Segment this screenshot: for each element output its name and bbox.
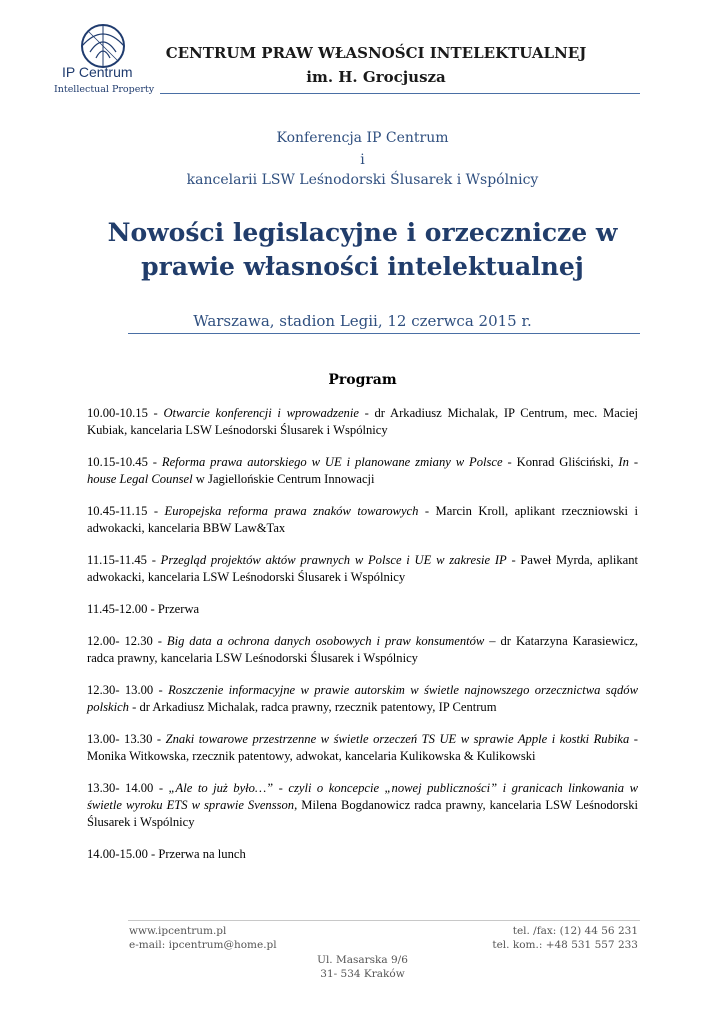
- program-list: [87, 405, 638, 878]
- entry-time: 10.45-11.15 -: [87, 504, 165, 518]
- footer-phone-fax: tel. /fax: (12) 44 56 231: [512, 925, 638, 937]
- entry-time: 12.30- 13.00 -: [87, 683, 169, 697]
- page-title-line-2: prawie własności intelektualnej: [141, 252, 584, 281]
- entry-speakers: - Monika Witkowska, rzecznik patentowy, adwokat, kancelaria Kulikowska & Kulikowski: [87, 732, 638, 763]
- entry-speakers: - Paweł Myrda, aplikant adwokacki, kancelaria LSW Leśnodorski Ślusarek i Wspólnicy: [87, 553, 639, 584]
- program-entry: [87, 552, 638, 586]
- entry-time: 10.00-10.15 -: [87, 406, 164, 420]
- program-entry: [87, 731, 638, 765]
- entry-time: 14.00-15.00 - Przerwa na lunch: [87, 847, 246, 861]
- program-entry: [87, 633, 638, 667]
- entry-affiliation: w Jagiellońskie Centrum Innowacji: [192, 472, 375, 486]
- footer-website[interactable]: www.ipcentrum.pl: [129, 925, 227, 937]
- conference-conjunction: i: [360, 152, 365, 168]
- entry-topic: Reforma prawa autorskiego w UE i planowane zmiany w Polsce: [161, 455, 503, 469]
- logo-name: IP Centrum: [62, 64, 133, 80]
- program-heading: Program: [328, 372, 397, 388]
- entry-topic: Znaki towarowe przestrzenne w świetle orzeczeń TS UE w sprawie Apple i kostki Rubika: [165, 732, 630, 746]
- footer-city: 31- 534 Kraków: [320, 968, 405, 980]
- conference-organizer-2: kancelarii LSW Leśnodorski Ślusarek i Wspólnicy: [186, 172, 539, 188]
- footer-street: Ul. Masarska 9/6: [317, 954, 408, 966]
- entry-topic: Roszczenie informacyjne w prawie autorskim w świetle najnowszego orzecznictwa sądów polskich: [87, 683, 638, 714]
- entry-topic: Europejska reforma prawa znaków towarowych: [164, 504, 419, 518]
- title-divider: [128, 333, 640, 334]
- program-entry: [87, 780, 638, 831]
- place-date: Warszawa, stadion Legii, 12 czerwca 2015 r.: [193, 312, 532, 330]
- entry-topic: Przegląd projektów aktów prawnych w Polsce i UE w zakresie IP: [160, 553, 507, 567]
- entry-speakers: - dr Arkadiusz Michalak, IP Centrum, mec. Maciej Kubiak, kancelaria LSW Leśnodorski Ślusarek i Wspólnicy: [87, 406, 638, 437]
- program-entry: [87, 405, 638, 439]
- entry-speakers: - Konrad Gliściński,: [502, 455, 619, 469]
- entry-topic: Big data a ochrona danych osobowych i praw konsumentów: [166, 634, 485, 648]
- entry-speakers: – dr Katarzyna Karasiewicz, radca prawny, kancelaria LSW Leśnodorski Ślusarek i Wspólnicy: [87, 634, 638, 665]
- entry-role: In - house Legal Counsel: [87, 455, 639, 486]
- program-entry: [87, 601, 638, 618]
- program-entry: [87, 682, 638, 716]
- entry-time: 10.15-10.45 -: [87, 455, 162, 469]
- program-entry: [87, 454, 638, 488]
- entry-time: 13.00- 13.30 -: [87, 732, 166, 746]
- footer-email[interactable]: e-mail: ipcentrum@home.pl: [129, 939, 277, 951]
- entry-time: 12.00- 12.30 -: [87, 634, 167, 648]
- org-name: CENTRUM PRAW WŁASNOŚCI INTELEKTUALNEJ: [165, 44, 587, 62]
- conference-organizer-1: Konferencja IP Centrum: [276, 130, 449, 146]
- footer-divider: [128, 920, 640, 921]
- org-patron: im. H. Grocjusza: [306, 68, 446, 86]
- footer-mobile: tel. kom.: +48 531 557 233: [492, 939, 638, 951]
- entry-speakers: - Marcin Kroll, aplikant rzeczniowski i adwokacki, kancelaria BBW Law&Tax: [87, 504, 638, 535]
- logo-subtitle: Intellectual Property: [54, 84, 155, 95]
- entry-topic: Otwarcie konferencji i wprowadzenie: [163, 406, 359, 420]
- entry-time: 11.15-11.45 -: [87, 553, 161, 567]
- entry-topic: „Ale to już było…” - czyli o koncepcie „nowej publiczności” i granicach linkowania w świetle wyroku ETS w sprawie Svensson: [87, 781, 638, 812]
- header-divider: [160, 93, 640, 94]
- page-title-line-1: Nowości legislacyjne i orzecznicze w: [107, 218, 618, 247]
- program-entry: [87, 503, 638, 537]
- entry-time: 13.30- 14.00 -: [87, 781, 169, 795]
- entry-speakers: - dr Arkadiusz Michalak, radca prawny, rzecznik patentowy, IP Centrum: [128, 700, 497, 714]
- entry-speakers: , Milena Bogdanowicz radca prawny, kancelaria LSW Leśnodorski Ślusarek i Wspólnicy: [87, 798, 638, 829]
- entry-time: 11.45-12.00 - Przerwa: [87, 602, 200, 616]
- program-entry: [87, 846, 638, 863]
